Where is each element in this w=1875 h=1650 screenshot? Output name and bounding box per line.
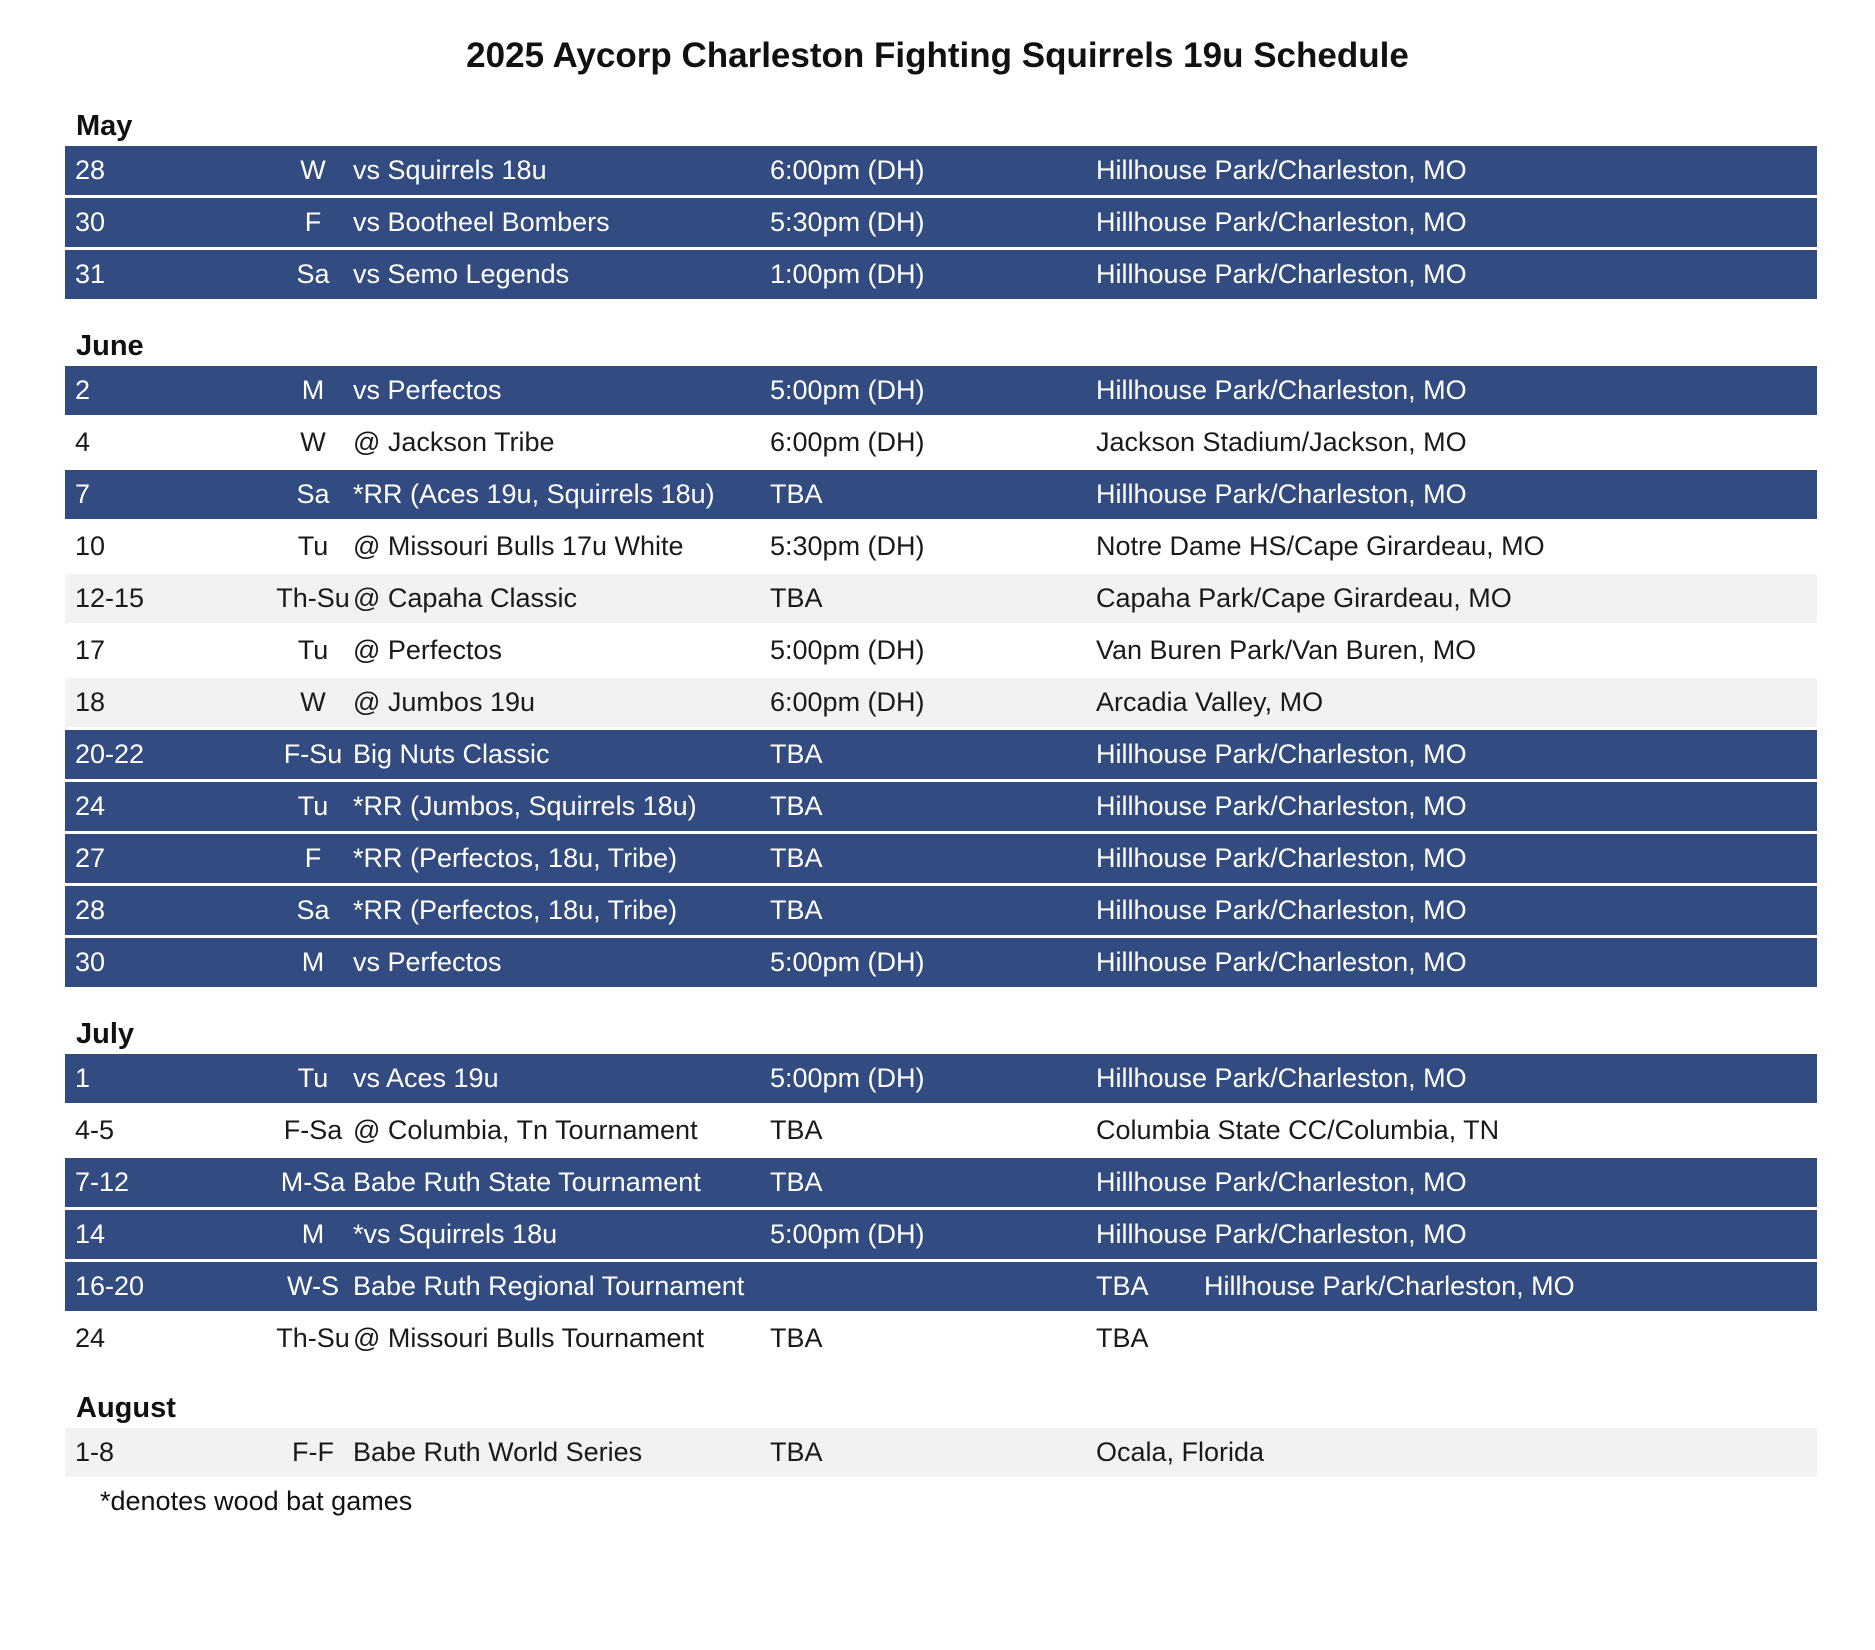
game-opponent: @ Capaha Classic — [353, 583, 578, 613]
game-time: TBA — [770, 583, 823, 613]
game-day: Sa — [296, 479, 330, 509]
game-date: 10 — [75, 531, 106, 561]
game-date: 28 — [75, 155, 106, 185]
game-day: F-F — [292, 1437, 334, 1467]
game-day: F-Su — [283, 739, 343, 769]
game-opponent: *RR (Perfectos, 18u, Tribe) — [353, 843, 678, 873]
table-row — [65, 366, 1817, 415]
page-title: 2025 Aycorp Charleston Fighting Squirrels 19u Schedule — [466, 36, 1409, 75]
game-time: TBA — [770, 791, 823, 821]
game-day: W — [300, 427, 326, 457]
game-day: M — [301, 1219, 325, 1249]
table-row — [65, 470, 1817, 519]
month-header-may: May — [76, 110, 133, 142]
game-day: Th-Su — [276, 583, 350, 613]
game-location: Ocala, Florida — [1096, 1437, 1265, 1467]
game-date: 31 — [75, 259, 106, 289]
game-location: Hillhouse Park/Charleston, MO — [1096, 1219, 1467, 1249]
game-date: 7-12 — [75, 1167, 130, 1197]
game-location: Van Buren Park/Van Buren, MO — [1096, 635, 1477, 665]
game-day: Tu — [297, 1063, 329, 1093]
game-day: Tu — [297, 791, 329, 821]
game-date: 4-5 — [75, 1115, 115, 1145]
game-date: 14 — [75, 1219, 106, 1249]
game-time: TBA — [770, 1115, 823, 1145]
table-row — [65, 626, 1817, 675]
table-row — [65, 418, 1817, 467]
game-time: 1:00pm (DH) — [770, 259, 925, 289]
game-day: Tu — [297, 635, 329, 665]
table-row — [65, 574, 1817, 623]
table-row — [65, 1210, 1817, 1259]
game-opponent: *vs Squirrels 18u — [353, 1219, 558, 1249]
game-opponent: vs Bootheel Bombers — [353, 207, 610, 237]
game-location: Hillhouse Park/Charleston, MO — [1096, 791, 1467, 821]
game-date: 20-22 — [75, 739, 145, 769]
month-header-august: August — [76, 1392, 176, 1424]
game-date: 30 — [75, 207, 106, 237]
game-opponent: Babe Ruth State Tournament — [353, 1167, 701, 1197]
game-opponent: @ Missouri Bulls Tournament — [353, 1323, 705, 1353]
game-day: Th-Su — [276, 1323, 350, 1353]
game-day: M-Sa — [280, 1167, 346, 1197]
game-opponent: *RR (Perfectos, 18u, Tribe) — [353, 895, 678, 925]
game-opponent: vs Perfectos — [353, 947, 502, 977]
table-row — [65, 1314, 1817, 1363]
game-time: TBA — [770, 1323, 823, 1353]
game-day: M — [301, 375, 325, 405]
game-opponent: vs Squirrels 18u — [353, 155, 547, 185]
game-location: Hillhouse Park/Charleston, MO — [1096, 843, 1467, 873]
game-day: Sa — [296, 259, 330, 289]
game-time: TBA — [770, 479, 823, 509]
month-header-july: July — [76, 1018, 135, 1050]
game-date: 28 — [75, 895, 106, 925]
game-time: 6:00pm (DH) — [770, 427, 925, 457]
game-time: 5:00pm (DH) — [770, 1063, 925, 1093]
month-header-june: June — [76, 330, 144, 362]
game-location: Columbia State CC/Columbia, TN — [1096, 1115, 1500, 1145]
table-row — [65, 1054, 1817, 1103]
game-day: W-S — [287, 1271, 339, 1301]
game-date: 1-8 — [75, 1437, 115, 1467]
table-row — [65, 198, 1817, 247]
game-date: 1 — [75, 1063, 91, 1093]
game-date: 27 — [75, 843, 106, 873]
table-row — [65, 1428, 1817, 1477]
game-location: Hillhouse Park/Charleston, MO — [1096, 375, 1467, 405]
table-row — [65, 886, 1817, 935]
game-opponent: Babe Ruth Regional Tournament — [353, 1271, 745, 1301]
game-time: TBA — [770, 895, 823, 925]
game-location: Notre Dame HS/Cape Girardeau, MO — [1096, 531, 1545, 561]
game-time: TBA — [770, 1167, 823, 1197]
game-day: Tu — [297, 531, 329, 561]
table-row — [65, 782, 1817, 831]
game-date: 2 — [75, 375, 91, 405]
game-opponent: vs Perfectos — [353, 375, 502, 405]
game-opponent: *RR (Aces 19u, Squirrels 18u) — [353, 479, 715, 509]
game-opponent: vs Semo Legends — [353, 259, 570, 289]
game-opponent: @ Missouri Bulls 17u White — [353, 531, 684, 561]
game-location: Hillhouse Park/Charleston, MO — [1096, 259, 1467, 289]
game-location: Capaha Park/Cape Girardeau, MO — [1096, 583, 1512, 613]
game-date: 18 — [75, 687, 106, 717]
game-time: 5:00pm (DH) — [770, 375, 925, 405]
game-location: Hillhouse Park/Charleston, MO — [1096, 895, 1467, 925]
game-location: Hillhouse Park/Charleston, MO — [1096, 1063, 1467, 1093]
game-time: TBA — [770, 739, 823, 769]
game-date: 24 — [75, 791, 106, 821]
game-date: 12-15 — [75, 583, 145, 613]
table-row — [65, 938, 1817, 987]
game-date: 16-20 — [75, 1271, 145, 1301]
game-opponent: Big Nuts Classic — [353, 739, 550, 769]
game-location: TBA — [1096, 1323, 1149, 1353]
table-row — [65, 250, 1817, 299]
game-location: Hillhouse Park/Charleston, MO — [1096, 155, 1467, 185]
game-opponent: @ Perfectos — [353, 635, 502, 665]
game-time: 5:00pm (DH) — [770, 1219, 925, 1249]
game-date: 4 — [75, 427, 91, 457]
game-opponent: @ Jumbos 19u — [353, 687, 535, 717]
game-day: F-Sa — [283, 1115, 343, 1145]
game-date: 24 — [75, 1323, 106, 1353]
game-time: TBA — [770, 1437, 823, 1467]
table-row — [65, 1106, 1817, 1155]
game-location: Hillhouse Park/Charleston, MO — [1096, 1167, 1467, 1197]
game-location: Hillhouse Park/Charleston, MO — [1096, 207, 1467, 237]
game-time: 6:00pm (DH) — [770, 687, 925, 717]
table-row — [65, 1158, 1817, 1207]
table-row — [65, 146, 1817, 195]
game-time: 5:00pm (DH) — [770, 635, 925, 665]
game-opponent: @ Jackson Tribe — [353, 427, 555, 457]
game-opponent: vs Aces 19u — [353, 1063, 499, 1093]
game-location: Jackson Stadium/Jackson, MO — [1096, 427, 1467, 457]
game-day: M — [301, 947, 325, 977]
game-time: 6:00pm (DH) — [770, 155, 925, 185]
game-time: TBA — [770, 843, 823, 873]
game-opponent: *RR (Jumbos, Squirrels 18u) — [353, 791, 697, 821]
game-location: Hillhouse Park/Charleston, MO — [1096, 947, 1467, 977]
game-day: Sa — [296, 895, 330, 925]
table-row — [65, 730, 1817, 779]
game-day: W — [300, 155, 326, 185]
game-day: W — [300, 687, 326, 717]
game-location: Hillhouse Park/Charleston, MO — [1096, 479, 1467, 509]
table-row — [65, 834, 1817, 883]
game-opponent: Babe Ruth World Series — [353, 1437, 643, 1467]
table-row — [65, 522, 1817, 571]
game-location: Hillhouse Park/Charleston, MO — [1096, 739, 1467, 769]
game-date: 17 — [75, 635, 106, 665]
game-date: 30 — [75, 947, 106, 977]
game-opponent: @ Columbia, Tn Tournament — [353, 1115, 698, 1145]
game-time: TBA — [1096, 1271, 1149, 1301]
game-time: 5:00pm (DH) — [770, 947, 925, 977]
game-day: F — [304, 207, 322, 237]
game-day: F — [304, 843, 322, 873]
footnote: *denotes wood bat games — [100, 1486, 413, 1516]
game-date: 7 — [75, 479, 91, 509]
table-row — [65, 1262, 1817, 1311]
game-location: Arcadia Valley, MO — [1096, 687, 1324, 717]
table-row — [65, 678, 1817, 727]
game-time: 5:30pm (DH) — [770, 207, 925, 237]
game-time: 5:30pm (DH) — [770, 531, 925, 561]
game-location: Hillhouse Park/Charleston, MO — [1204, 1271, 1575, 1301]
